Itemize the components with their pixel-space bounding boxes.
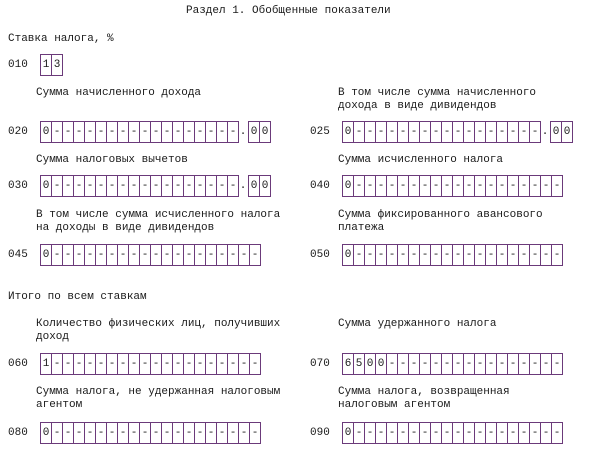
digit-cell[interactable]: - bbox=[375, 175, 387, 197]
digit-cell[interactable]: - bbox=[51, 353, 63, 375]
digit-cell[interactable]: - bbox=[518, 353, 530, 375]
digit-cell[interactable]: - bbox=[474, 244, 486, 266]
code-080: 080 bbox=[8, 427, 28, 439]
digit-cell[interactable]: - bbox=[375, 121, 387, 143]
digit-cell[interactable]: - bbox=[117, 353, 129, 375]
digit-cell[interactable]: - bbox=[474, 422, 486, 444]
digit-cell[interactable]: - bbox=[238, 244, 250, 266]
digit-cell[interactable]: - bbox=[430, 422, 442, 444]
digit-cell[interactable]: - bbox=[441, 353, 453, 375]
digit-cell[interactable]: - bbox=[507, 175, 519, 197]
digit-cell[interactable]: - bbox=[430, 121, 442, 143]
digit-cell[interactable]: - bbox=[216, 353, 228, 375]
decimal-point: . bbox=[541, 126, 549, 138]
rate-digit[interactable]: 1 bbox=[40, 54, 52, 76]
label-045-line1: В том числе сумма исчисленного налога bbox=[36, 209, 281, 221]
decimal-cell[interactable]: 0 bbox=[561, 121, 573, 143]
digit-cell[interactable]: - bbox=[73, 422, 85, 444]
digit-cell[interactable]: - bbox=[386, 353, 398, 375]
code-060: 060 bbox=[8, 358, 28, 370]
digit-cell[interactable]: - bbox=[95, 175, 107, 197]
digit-cell[interactable]: - bbox=[161, 353, 173, 375]
digit-cell[interactable]: - bbox=[463, 422, 475, 444]
digit-cell[interactable]: - bbox=[139, 175, 151, 197]
digit-cell[interactable]: - bbox=[452, 422, 464, 444]
digit-cell[interactable]: - bbox=[117, 422, 129, 444]
digit-cell[interactable]: - bbox=[419, 422, 431, 444]
digit-cell[interactable]: - bbox=[161, 121, 173, 143]
rate-field[interactable] bbox=[40, 53, 62, 77]
label-050-line2: платежа bbox=[338, 222, 385, 234]
digit-cell[interactable]: - bbox=[386, 244, 398, 266]
label-090-line2: налоговым агентом bbox=[338, 399, 451, 411]
digit-cell[interactable]: - bbox=[227, 121, 239, 143]
digit-cell[interactable]: - bbox=[386, 422, 398, 444]
digit-cell[interactable]: - bbox=[540, 353, 552, 375]
label-090-line1: Сумма налога, возвращенная bbox=[338, 386, 510, 398]
digit-cell[interactable]: - bbox=[397, 121, 409, 143]
decimal-cell[interactable]: 0 bbox=[259, 175, 271, 197]
field-020[interactable] bbox=[40, 120, 270, 144]
digit-cell[interactable]: - bbox=[73, 244, 85, 266]
digit-cell[interactable]: - bbox=[62, 353, 74, 375]
digit-cell[interactable]: - bbox=[518, 121, 530, 143]
digit-cell[interactable]: - bbox=[408, 121, 420, 143]
digit-cell[interactable]: - bbox=[227, 353, 239, 375]
code-045: 045 bbox=[8, 249, 28, 261]
digit-cell[interactable]: - bbox=[205, 422, 217, 444]
digit-cell[interactable]: - bbox=[375, 422, 387, 444]
digit-cell[interactable]: - bbox=[139, 244, 151, 266]
digit-cell[interactable]: - bbox=[95, 121, 107, 143]
digit-cell[interactable]: - bbox=[441, 244, 453, 266]
digit-cell[interactable]: - bbox=[238, 422, 250, 444]
code-010: 010 bbox=[8, 59, 28, 71]
digit-cell[interactable]: - bbox=[62, 175, 74, 197]
digit-cell[interactable]: - bbox=[463, 353, 475, 375]
digit-cell[interactable]: - bbox=[172, 175, 184, 197]
digit-cell[interactable]: - bbox=[95, 244, 107, 266]
digit-cell[interactable]: - bbox=[84, 353, 96, 375]
digit-cell[interactable]: - bbox=[117, 244, 129, 266]
digit-cell[interactable]: - bbox=[353, 422, 365, 444]
digit-cell[interactable]: - bbox=[172, 353, 184, 375]
digit-cell[interactable]: - bbox=[128, 175, 140, 197]
digit-cell[interactable]: - bbox=[441, 422, 453, 444]
label-050-line1: Сумма фиксированного авансового bbox=[338, 209, 543, 221]
digit-cell[interactable]: - bbox=[485, 121, 497, 143]
digit-cell[interactable]: 0 bbox=[40, 121, 52, 143]
digit-cell[interactable]: - bbox=[194, 121, 206, 143]
digit-cell[interactable]: - bbox=[408, 175, 420, 197]
digit-cell[interactable]: - bbox=[364, 121, 376, 143]
digit-cell[interactable]: - bbox=[551, 422, 563, 444]
digit-cell[interactable]: - bbox=[84, 244, 96, 266]
digit-cell[interactable]: - bbox=[139, 422, 151, 444]
digit-cell[interactable]: - bbox=[73, 121, 85, 143]
rate-label: Ставка налога, % bbox=[8, 33, 114, 45]
digit-cell[interactable]: - bbox=[540, 244, 552, 266]
label-045-line2: на доходы в виде дивидендов bbox=[36, 222, 215, 234]
digit-cell[interactable]: - bbox=[529, 121, 541, 143]
digit-cell[interactable]: - bbox=[249, 353, 261, 375]
digit-cell[interactable]: - bbox=[194, 175, 206, 197]
digit-cell[interactable]: - bbox=[419, 121, 431, 143]
digit-cell[interactable]: - bbox=[150, 121, 162, 143]
digit-cell[interactable]: - bbox=[51, 244, 63, 266]
label-025-line1: В том числе сумма начисленного bbox=[338, 87, 537, 99]
digit-cell[interactable]: - bbox=[353, 244, 365, 266]
digit-cell[interactable]: - bbox=[430, 353, 442, 375]
code-040: 040 bbox=[310, 180, 330, 192]
digit-cell[interactable]: - bbox=[551, 175, 563, 197]
digit-cell[interactable]: - bbox=[106, 244, 118, 266]
digit-cell[interactable]: - bbox=[84, 121, 96, 143]
field-070[interactable] bbox=[342, 352, 562, 376]
field-090[interactable] bbox=[342, 421, 562, 445]
digit-cell[interactable]: - bbox=[474, 175, 486, 197]
digit-cell[interactable]: 0 bbox=[342, 422, 354, 444]
digit-cell[interactable]: - bbox=[485, 353, 497, 375]
digit-cell[interactable]: - bbox=[496, 422, 508, 444]
digit-cell[interactable]: - bbox=[139, 121, 151, 143]
label-070: Сумма удержанного налога bbox=[338, 318, 497, 330]
field-025[interactable] bbox=[342, 120, 572, 144]
code-025: 025 bbox=[310, 126, 330, 138]
digit-cell[interactable]: - bbox=[364, 244, 376, 266]
digit-cell[interactable]: - bbox=[205, 121, 217, 143]
digit-cell[interactable]: - bbox=[172, 121, 184, 143]
digit-cell[interactable]: - bbox=[441, 121, 453, 143]
digit-cell[interactable]: - bbox=[161, 244, 173, 266]
digit-cell[interactable]: - bbox=[364, 175, 376, 197]
rate-digit[interactable]: 3 bbox=[51, 54, 63, 76]
label-060-line2: доход bbox=[36, 331, 70, 343]
digit-cell[interactable]: - bbox=[397, 422, 409, 444]
digit-cell[interactable]: - bbox=[496, 353, 508, 375]
digit-cell[interactable]: - bbox=[419, 353, 431, 375]
digit-cell[interactable]: - bbox=[150, 353, 162, 375]
label-025-line2: дохода в виде дивидендов bbox=[338, 100, 497, 112]
digit-cell[interactable]: 0 bbox=[364, 353, 376, 375]
label-060-line1: Количество физических лиц, получивших bbox=[36, 318, 281, 330]
digit-cell[interactable]: - bbox=[183, 244, 195, 266]
digit-cell[interactable]: - bbox=[452, 244, 464, 266]
digit-cell[interactable]: - bbox=[227, 422, 239, 444]
digit-cell[interactable]: - bbox=[540, 175, 552, 197]
digit-cell[interactable]: - bbox=[84, 422, 96, 444]
digit-cell[interactable]: - bbox=[397, 244, 409, 266]
digit-cell[interactable]: - bbox=[551, 353, 563, 375]
digit-cell[interactable]: - bbox=[386, 175, 398, 197]
digit-cell[interactable]: - bbox=[95, 353, 107, 375]
digit-cell[interactable]: - bbox=[353, 175, 365, 197]
digit-cell[interactable]: 0 bbox=[40, 422, 52, 444]
field-045[interactable] bbox=[40, 243, 260, 267]
digit-cell[interactable]: - bbox=[183, 121, 195, 143]
label-020: Сумма начисленного дохода bbox=[36, 87, 202, 99]
digit-cell[interactable]: - bbox=[73, 353, 85, 375]
digit-cell[interactable]: - bbox=[216, 244, 228, 266]
digit-cell[interactable]: - bbox=[507, 121, 519, 143]
code-020: 020 bbox=[8, 126, 28, 138]
digit-cell[interactable]: - bbox=[507, 422, 519, 444]
digit-cell[interactable]: - bbox=[430, 244, 442, 266]
digit-cell[interactable]: 0 bbox=[40, 244, 52, 266]
digit-cell[interactable]: - bbox=[249, 244, 261, 266]
decimal-cell[interactable]: 0 bbox=[248, 121, 260, 143]
digit-cell[interactable]: - bbox=[51, 121, 63, 143]
digit-cell[interactable]: - bbox=[106, 422, 118, 444]
digit-cell[interactable]: - bbox=[463, 175, 475, 197]
label-030: Сумма налоговых вычетов bbox=[36, 154, 188, 166]
digit-cell[interactable]: - bbox=[518, 422, 530, 444]
decimal-point: . bbox=[239, 126, 247, 138]
digit-cell[interactable]: - bbox=[529, 244, 541, 266]
digit-cell[interactable]: - bbox=[117, 175, 129, 197]
digit-cell[interactable]: 5 bbox=[353, 353, 365, 375]
digit-cell[interactable]: - bbox=[227, 175, 239, 197]
digit-cell[interactable]: - bbox=[62, 244, 74, 266]
digit-cell[interactable]: - bbox=[73, 175, 85, 197]
field-040[interactable] bbox=[342, 174, 562, 198]
digit-cell[interactable]: - bbox=[408, 244, 420, 266]
digit-cell[interactable]: - bbox=[183, 422, 195, 444]
digit-cell[interactable]: - bbox=[463, 121, 475, 143]
label-080-line2: агентом bbox=[36, 399, 83, 411]
digit-cell[interactable]: - bbox=[408, 422, 420, 444]
digit-cell[interactable]: - bbox=[485, 422, 497, 444]
digit-cell[interactable]: - bbox=[216, 121, 228, 143]
digit-cell[interactable]: - bbox=[353, 121, 365, 143]
digit-cell[interactable]: - bbox=[518, 175, 530, 197]
digit-cell[interactable]: - bbox=[507, 244, 519, 266]
field-080[interactable] bbox=[40, 421, 260, 445]
label-040: Сумма исчисленного налога bbox=[338, 154, 504, 166]
digit-cell[interactable]: - bbox=[375, 244, 387, 266]
digit-cell[interactable]: - bbox=[430, 175, 442, 197]
digit-cell[interactable]: - bbox=[540, 422, 552, 444]
digit-cell[interactable]: - bbox=[128, 121, 140, 143]
digit-cell[interactable]: 1 bbox=[40, 353, 52, 375]
section-title: Раздел 1. Обобщенные показатели bbox=[186, 5, 391, 17]
digit-cell[interactable]: - bbox=[408, 353, 420, 375]
digit-cell[interactable]: - bbox=[172, 244, 184, 266]
digit-cell[interactable]: - bbox=[205, 244, 217, 266]
digit-cell[interactable]: - bbox=[194, 244, 206, 266]
code-030: 030 bbox=[8, 180, 28, 192]
digit-cell[interactable]: - bbox=[84, 175, 96, 197]
digit-cell[interactable]: - bbox=[474, 121, 486, 143]
digit-cell[interactable]: - bbox=[205, 175, 217, 197]
digit-cell[interactable]: - bbox=[161, 422, 173, 444]
digit-cell[interactable]: - bbox=[194, 353, 206, 375]
digit-cell[interactable]: - bbox=[441, 175, 453, 197]
digit-cell[interactable]: - bbox=[529, 175, 541, 197]
code-070: 070 bbox=[310, 358, 330, 370]
decimal-cell[interactable]: 0 bbox=[550, 121, 562, 143]
digit-cell[interactable]: - bbox=[551, 244, 563, 266]
digit-cell[interactable]: - bbox=[463, 244, 475, 266]
digit-cell[interactable]: - bbox=[452, 121, 464, 143]
digit-cell[interactable]: - bbox=[183, 175, 195, 197]
digit-cell[interactable]: - bbox=[194, 422, 206, 444]
total-heading: Итого по всем ставкам bbox=[8, 291, 147, 303]
digit-cell[interactable]: - bbox=[183, 353, 195, 375]
field-030[interactable] bbox=[40, 174, 270, 198]
digit-cell[interactable]: - bbox=[529, 353, 541, 375]
digit-cell[interactable]: - bbox=[249, 422, 261, 444]
code-050: 050 bbox=[310, 249, 330, 261]
digit-cell[interactable]: - bbox=[172, 422, 184, 444]
digit-cell[interactable]: - bbox=[485, 244, 497, 266]
digit-cell[interactable]: - bbox=[485, 175, 497, 197]
digit-cell[interactable]: - bbox=[128, 422, 140, 444]
digit-cell[interactable]: - bbox=[128, 244, 140, 266]
digit-cell[interactable]: - bbox=[419, 244, 431, 266]
digit-cell[interactable]: - bbox=[507, 353, 519, 375]
digit-cell[interactable]: 0 bbox=[342, 121, 354, 143]
digit-cell[interactable]: - bbox=[496, 175, 508, 197]
digit-cell[interactable]: - bbox=[474, 353, 486, 375]
label-080-line1: Сумма налога, не удержанная налоговым bbox=[36, 386, 281, 398]
digit-cell[interactable]: - bbox=[106, 121, 118, 143]
digit-cell[interactable]: 0 bbox=[375, 353, 387, 375]
code-090: 090 bbox=[310, 427, 330, 439]
field-060[interactable] bbox=[40, 352, 260, 376]
digit-cell[interactable]: - bbox=[95, 422, 107, 444]
digit-cell[interactable]: - bbox=[106, 175, 118, 197]
digit-cell[interactable]: - bbox=[216, 422, 228, 444]
digit-cell[interactable]: - bbox=[62, 422, 74, 444]
decimal-cell[interactable]: 0 bbox=[259, 121, 271, 143]
digit-cell[interactable]: - bbox=[364, 422, 376, 444]
digit-cell[interactable]: - bbox=[496, 244, 508, 266]
digit-cell[interactable]: - bbox=[397, 353, 409, 375]
digit-cell[interactable]: - bbox=[51, 175, 63, 197]
digit-cell[interactable]: - bbox=[452, 353, 464, 375]
digit-cell[interactable]: - bbox=[117, 121, 129, 143]
digit-cell[interactable]: - bbox=[106, 353, 118, 375]
digit-cell[interactable]: - bbox=[51, 422, 63, 444]
digit-cell[interactable]: - bbox=[150, 422, 162, 444]
digit-cell[interactable]: - bbox=[518, 244, 530, 266]
digit-cell[interactable]: - bbox=[62, 121, 74, 143]
digit-cell[interactable]: - bbox=[150, 175, 162, 197]
decimal-cell[interactable]: 0 bbox=[248, 175, 260, 197]
digit-cell[interactable]: - bbox=[205, 353, 217, 375]
digit-cell[interactable]: 0 bbox=[40, 175, 52, 197]
digit-cell[interactable]: - bbox=[128, 353, 140, 375]
digit-cell[interactable]: - bbox=[386, 121, 398, 143]
digit-cell[interactable]: - bbox=[150, 244, 162, 266]
digit-cell[interactable]: 0 bbox=[342, 244, 354, 266]
decimal-point: . bbox=[239, 180, 247, 192]
digit-cell[interactable]: - bbox=[161, 175, 173, 197]
digit-cell[interactable]: - bbox=[419, 175, 431, 197]
field-050[interactable] bbox=[342, 243, 562, 267]
digit-cell[interactable]: - bbox=[227, 244, 239, 266]
digit-cell[interactable]: - bbox=[238, 353, 250, 375]
digit-cell[interactable]: 6 bbox=[342, 353, 354, 375]
digit-cell[interactable]: - bbox=[496, 121, 508, 143]
digit-cell[interactable]: 0 bbox=[342, 175, 354, 197]
digit-cell[interactable]: - bbox=[529, 422, 541, 444]
digit-cell[interactable]: - bbox=[216, 175, 228, 197]
digit-cell[interactable]: - bbox=[452, 175, 464, 197]
digit-cell[interactable]: - bbox=[397, 175, 409, 197]
digit-cell[interactable]: - bbox=[139, 353, 151, 375]
